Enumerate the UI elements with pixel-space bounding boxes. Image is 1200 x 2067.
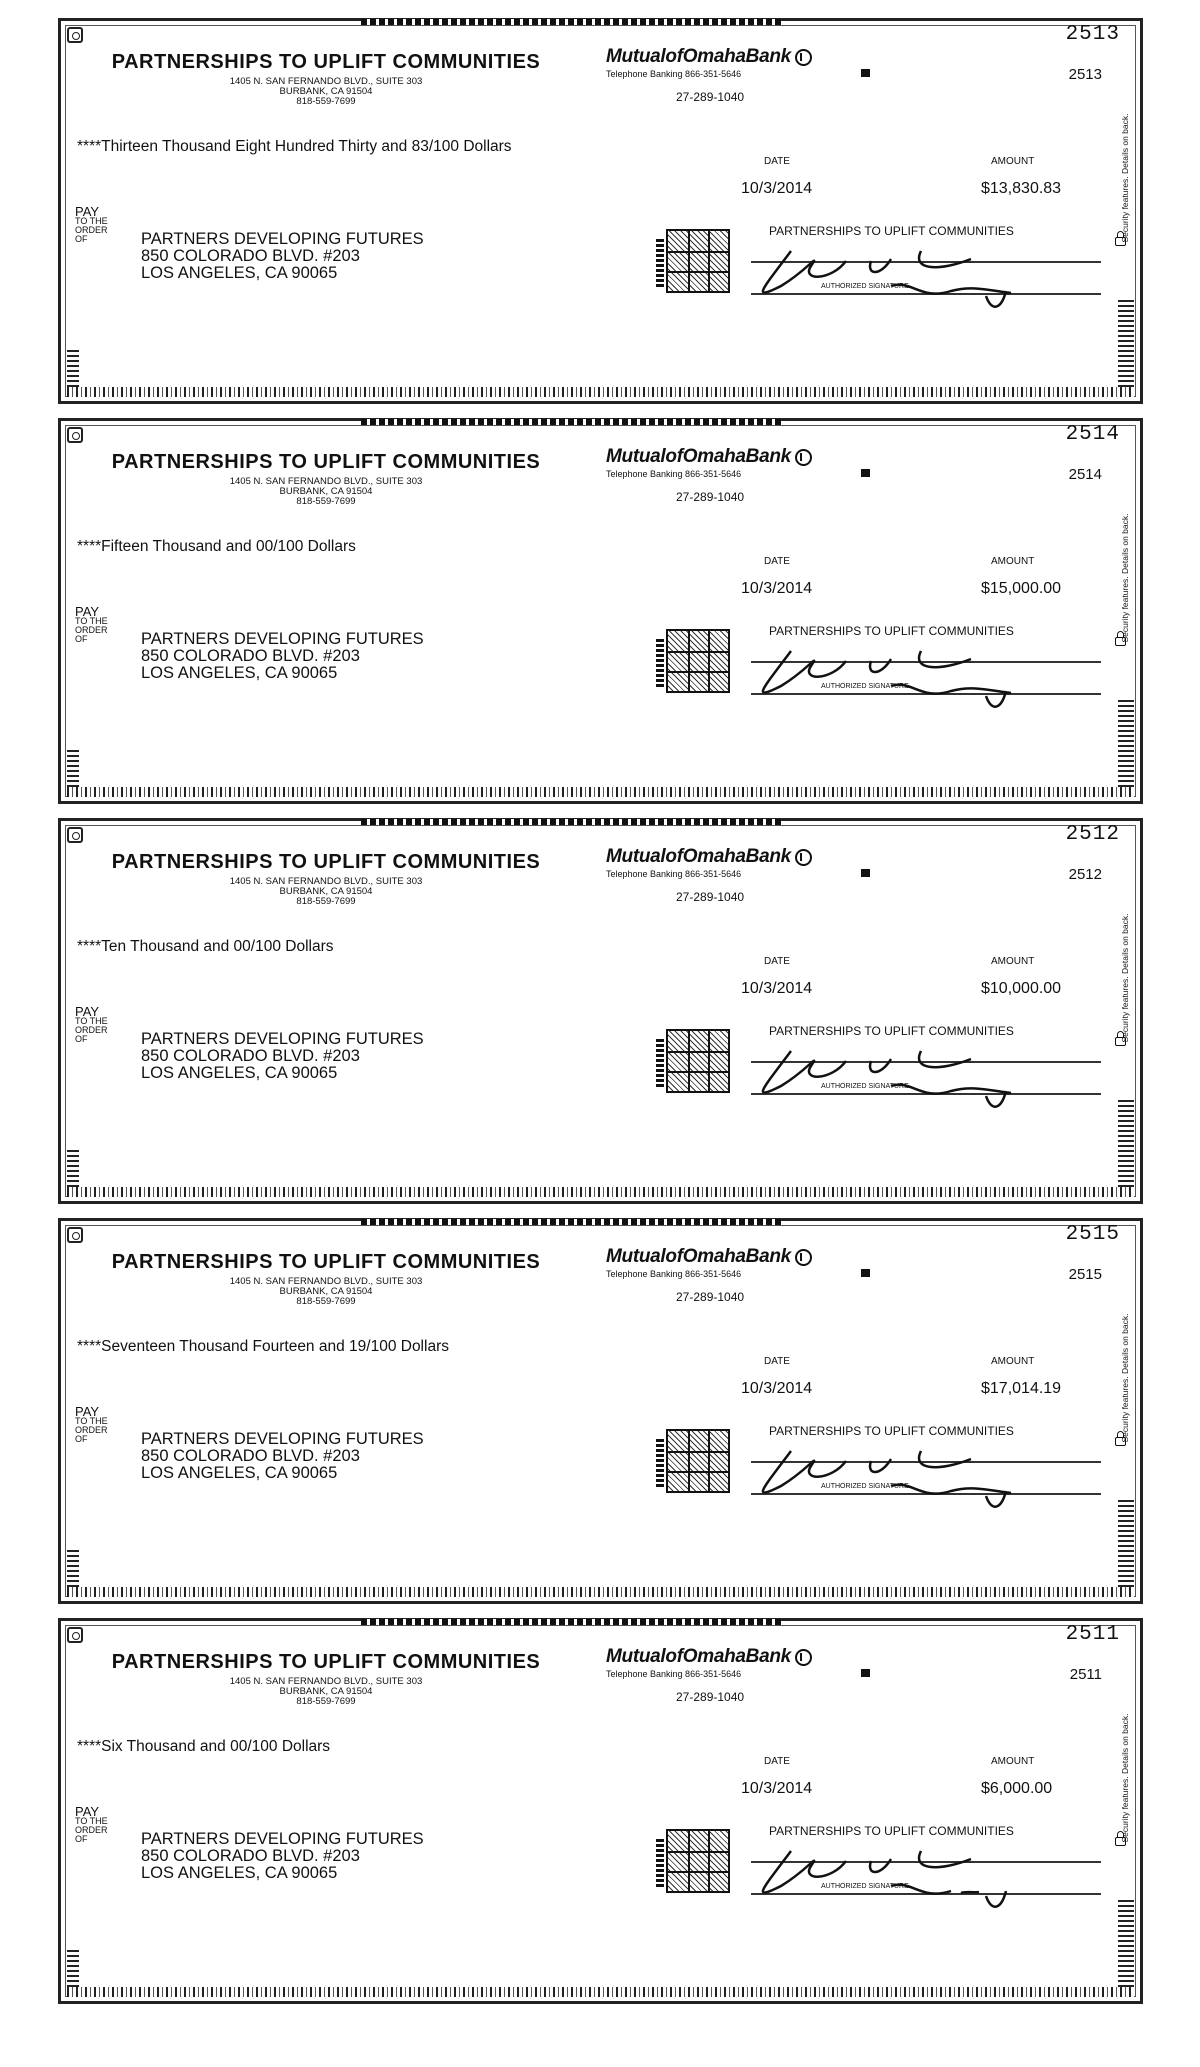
check: [58, 818, 1143, 1204]
pay-to-the-order-label: PAY TO THE ORDER OF: [75, 1004, 108, 1044]
security-grid-icon: [666, 629, 730, 693]
bank-logo-icon: [795, 449, 812, 466]
check-number: 2511: [1069, 1666, 1102, 1683]
bank-telephone: Telephone Banking 866-351-5646: [606, 69, 742, 79]
amount-label: AMOUNT: [991, 1356, 1035, 1367]
authorized-signature-label: AUTHORIZED SIGNATURE: [821, 1083, 909, 1090]
authorized-signature-label: AUTHORIZED SIGNATURE: [821, 1883, 909, 1890]
payer-name: PARTNERSHIPS TO UPLIFT COMMUNITIES: [111, 51, 541, 73]
signature-org: PARTNERSHIPS TO UPLIFT COMMUNITIES: [769, 1424, 1014, 1438]
bank-block: [606, 446, 812, 479]
check-number: 2515: [1068, 1266, 1102, 1283]
bank-logo-icon: [795, 49, 812, 66]
payer-address: 1405 N. SAN FERNANDO BLVD., SUITE 303 BURBANK, CA 91504 818-559-7699: [229, 1276, 423, 1307]
pay-to-the-order-label: PAY TO THE ORDER OF: [75, 1404, 108, 1444]
security-grid-icon: [666, 1429, 730, 1493]
bank-block: [606, 46, 812, 79]
bank-name: MutualofOmahaBank: [606, 1646, 791, 1667]
payee-name: PARTNERS DEVELOPING FUTURES: [141, 1430, 424, 1448]
bank-name: MutualofOmahaBank: [606, 46, 791, 67]
bank-telephone: Telephone Banking 866-351-5646: [606, 1269, 742, 1279]
payer-block: [111, 851, 541, 907]
bank-logo-icon: [795, 1249, 812, 1266]
security-features-text: Security features. Details on back.: [1120, 1713, 1130, 1843]
check: [58, 1618, 1143, 2004]
authorized-signature-label: AUTHORIZED SIGNATURE: [821, 283, 909, 290]
pay-to-the-order-label: PAY TO THE ORDER OF: [75, 204, 108, 244]
payee-address-line1: 850 COLORADO BLVD. #203: [141, 247, 360, 265]
check-amount: $10,000.00: [981, 980, 1062, 997]
payee-name: PARTNERS DEVELOPING FUTURES: [141, 630, 424, 648]
check-amount: $15,000.00: [981, 580, 1062, 597]
check-number: 2512: [1068, 866, 1102, 883]
check-number-top: 2514: [1065, 423, 1120, 446]
corner-icon: [67, 827, 83, 843]
corner-icon: [67, 1227, 83, 1243]
check-amount: $6,000.00: [981, 1780, 1053, 1797]
corner-icon: [67, 1627, 83, 1643]
payer-address: 1405 N. SAN FERNANDO BLVD., SUITE 303 BURBANK, CA 91504 818-559-7699: [229, 476, 423, 507]
lock-icon: [1115, 1437, 1126, 1446]
payer-block: [111, 1251, 541, 1307]
payee-address-line2: LOS ANGELES, CA 90065: [141, 1864, 338, 1882]
signature-org: PARTNERSHIPS TO UPLIFT COMMUNITIES: [769, 224, 1014, 238]
check-date: 10/3/2014: [741, 580, 813, 597]
amount-in-words: ****Fifteen Thousand and 00/100 Dollars: [77, 538, 356, 555]
routing-number: 27-289-1040: [676, 890, 745, 904]
payee-name: PARTNERS DEVELOPING FUTURES: [141, 1030, 424, 1048]
amount-in-words: ****Thirteen Thousand Eight Hundred Thirty and 83/100 Dollars: [77, 138, 512, 155]
bank-name: MutualofOmahaBank: [606, 1246, 791, 1267]
security-grid-icon: [666, 229, 730, 293]
payee-name: PARTNERS DEVELOPING FUTURES: [141, 230, 424, 248]
security-grid-icon: [666, 1029, 730, 1093]
payer-name: PARTNERSHIPS TO UPLIFT COMMUNITIES: [111, 1251, 541, 1273]
security-features-text: Security features. Details on back.: [1120, 1313, 1130, 1443]
handwritten-signature: [751, 631, 1071, 709]
security-grid-icon: [666, 1829, 730, 1893]
signature-org: PARTNERSHIPS TO UPLIFT COMMUNITIES: [769, 624, 1014, 638]
payer-name: PARTNERSHIPS TO UPLIFT COMMUNITIES: [111, 451, 541, 473]
fraud-protection-icon: [861, 69, 873, 77]
bank-telephone: Telephone Banking 866-351-5646: [606, 469, 742, 479]
check-number-top: 2513: [1065, 23, 1120, 46]
fraud-protection-icon: [861, 1669, 873, 1677]
check: [58, 418, 1143, 804]
lock-icon: [1115, 1837, 1126, 1846]
payee-block: [141, 231, 424, 282]
bank-telephone: Telephone Banking 866-351-5646: [606, 1669, 742, 1679]
security-features-text: Security features. Details on back.: [1120, 513, 1130, 643]
date-label: DATE: [764, 956, 790, 967]
handwritten-signature: [751, 1831, 1071, 1909]
bank-block: [606, 846, 812, 879]
security-features-text: Security features. Details on back.: [1120, 913, 1130, 1043]
date-label: DATE: [764, 156, 790, 167]
handwritten-signature: [751, 231, 1071, 309]
payee-block: [141, 1431, 424, 1482]
check: [58, 1218, 1143, 1604]
authorized-signature-label: AUTHORIZED SIGNATURE: [821, 1483, 909, 1490]
date-label: DATE: [764, 556, 790, 567]
date-label: DATE: [764, 1756, 790, 1767]
payer-block: [111, 51, 541, 107]
payee-address-line1: 850 COLORADO BLVD. #203: [141, 1447, 360, 1465]
signature-org: PARTNERSHIPS TO UPLIFT COMMUNITIES: [769, 1824, 1014, 1838]
payer-address: 1405 N. SAN FERNANDO BLVD., SUITE 303 BURBANK, CA 91504 818-559-7699: [229, 876, 423, 907]
amount-label: AMOUNT: [991, 156, 1035, 167]
payee-address-line1: 850 COLORADO BLVD. #203: [141, 1047, 360, 1065]
bank-logo-icon: [795, 849, 812, 866]
payee-address-line2: LOS ANGELES, CA 90065: [141, 264, 338, 282]
routing-number: 27-289-1040: [676, 90, 745, 104]
handwritten-signature: [751, 1031, 1071, 1109]
check-number: 2514: [1068, 466, 1102, 483]
payee-name: PARTNERS DEVELOPING FUTURES: [141, 1830, 424, 1848]
amount-in-words: ****Seventeen Thousand Fourteen and 19/100 Dollars: [77, 1338, 449, 1355]
check-amount: $17,014.19: [981, 1380, 1062, 1397]
payer-block: [111, 1651, 541, 1707]
routing-number: 27-289-1040: [676, 1690, 745, 1704]
payer-name: PARTNERSHIPS TO UPLIFT COMMUNITIES: [111, 851, 541, 873]
pay-to-the-order-label: PAY TO THE ORDER OF: [75, 1804, 108, 1844]
payee-address-line2: LOS ANGELES, CA 90065: [141, 1464, 338, 1482]
fraud-protection-icon: [861, 869, 873, 877]
fraud-protection-icon: [861, 1269, 873, 1277]
signature-org: PARTNERSHIPS TO UPLIFT COMMUNITIES: [769, 1024, 1014, 1038]
check-amount: $13,830.83: [981, 180, 1062, 197]
amount-label: AMOUNT: [991, 956, 1035, 967]
routing-number: 27-289-1040: [676, 490, 745, 504]
fraud-protection-icon: [861, 469, 873, 477]
amount-in-words: ****Ten Thousand and 00/100 Dollars: [77, 938, 334, 955]
payee-address-line2: LOS ANGELES, CA 90065: [141, 664, 338, 682]
payee-block: [141, 1831, 424, 1882]
bank-name: MutualofOmahaBank: [606, 846, 791, 867]
payee-block: [141, 631, 424, 682]
date-label: DATE: [764, 1356, 790, 1367]
check-date: 10/3/2014: [741, 980, 813, 997]
corner-icon: [67, 427, 83, 443]
payee-block: [141, 1031, 424, 1082]
payer-block: [111, 451, 541, 507]
amount-in-words: ****Six Thousand and 00/100 Dollars: [77, 1738, 331, 1755]
check-date: 10/3/2014: [741, 180, 813, 197]
lock-icon: [1115, 1037, 1126, 1046]
bank-telephone: Telephone Banking 866-351-5646: [606, 869, 742, 879]
payee-address-line1: 850 COLORADO BLVD. #203: [141, 1847, 360, 1865]
check-number-top: 2512: [1065, 823, 1120, 846]
bank-block: [606, 1646, 812, 1679]
pay-to-the-order-label: PAY TO THE ORDER OF: [75, 604, 108, 644]
check-number-top: 2515: [1065, 1223, 1120, 1246]
amount-label: AMOUNT: [991, 556, 1035, 567]
corner-icon: [67, 27, 83, 43]
bank-logo-icon: [795, 1649, 812, 1666]
authorized-signature-label: AUTHORIZED SIGNATURE: [821, 683, 909, 690]
handwritten-signature: [751, 1431, 1071, 1509]
check-date: 10/3/2014: [741, 1380, 813, 1397]
check: [58, 18, 1143, 404]
amount-label: AMOUNT: [991, 1756, 1035, 1767]
check-date: 10/3/2014: [741, 1780, 813, 1797]
check-number: 2513: [1068, 66, 1102, 83]
payee-address-line2: LOS ANGELES, CA 90065: [141, 1064, 338, 1082]
payee-address-line1: 850 COLORADO BLVD. #203: [141, 647, 360, 665]
security-features-text: Security features. Details on back.: [1120, 113, 1130, 243]
payer-address: 1405 N. SAN FERNANDO BLVD., SUITE 303 BURBANK, CA 91504 818-559-7699: [229, 76, 423, 107]
lock-icon: [1115, 637, 1126, 646]
bank-name: MutualofOmahaBank: [606, 446, 791, 467]
bank-block: [606, 1246, 812, 1279]
routing-number: 27-289-1040: [676, 1290, 745, 1304]
lock-icon: [1115, 237, 1126, 246]
payer-name: PARTNERSHIPS TO UPLIFT COMMUNITIES: [111, 1651, 541, 1673]
check-number-top: 2511: [1065, 1623, 1120, 1646]
payer-address: 1405 N. SAN FERNANDO BLVD., SUITE 303 BURBANK, CA 91504 818-559-7699: [229, 1676, 423, 1707]
